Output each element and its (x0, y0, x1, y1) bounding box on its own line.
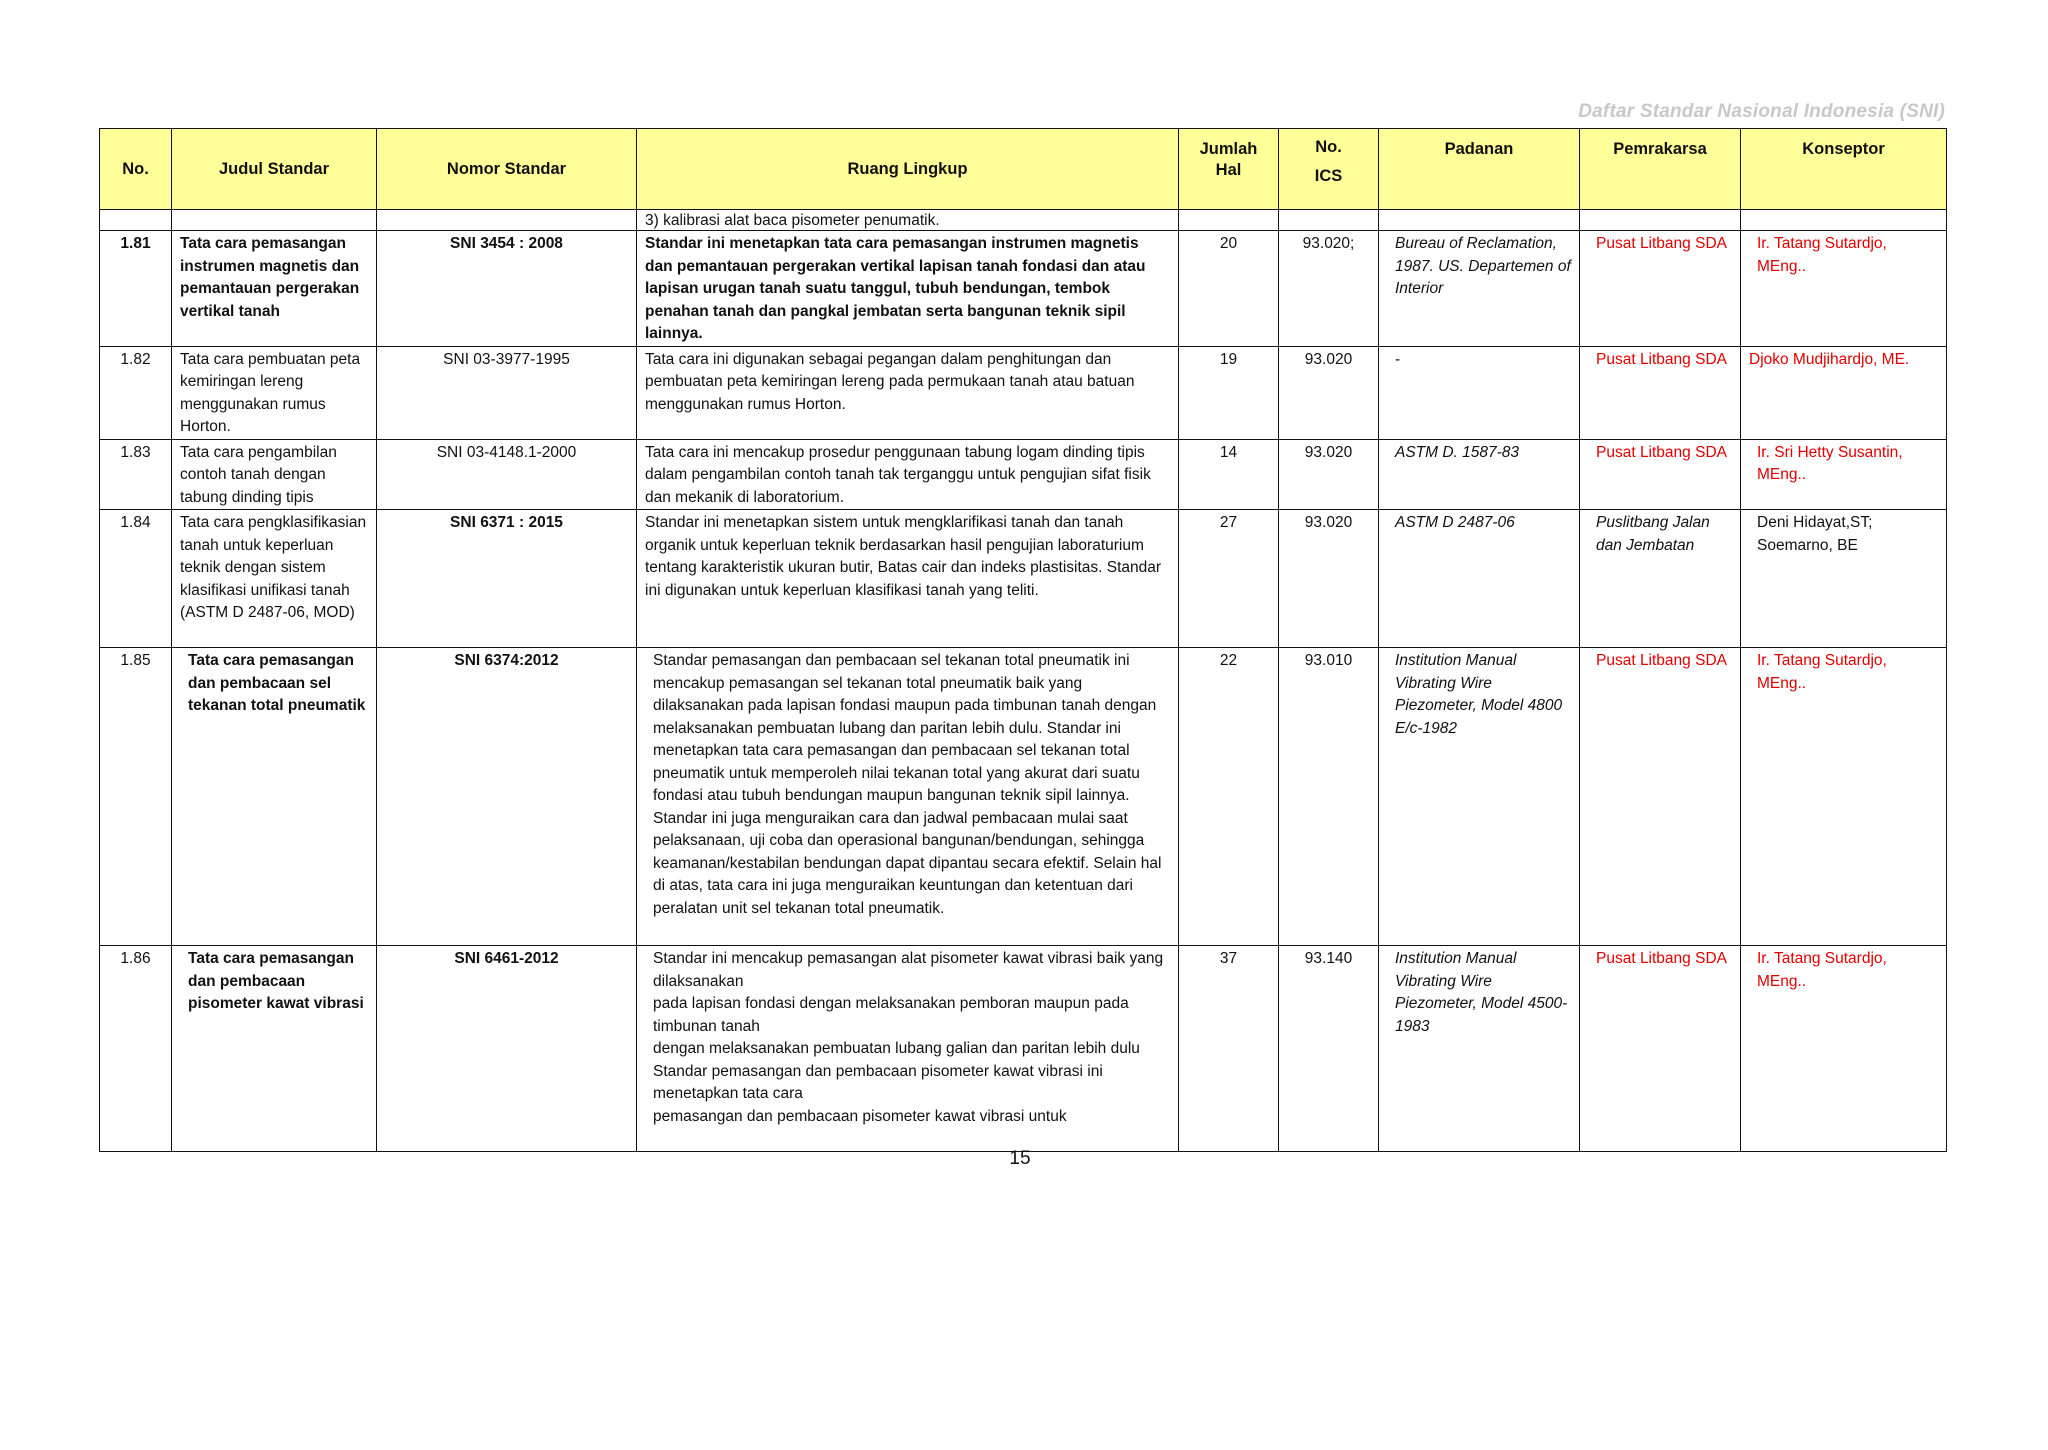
cell-nomor: SNI 6374:2012 (377, 648, 637, 946)
cell-judul: Tata cara pengklasifikasian tanah untuk keperluan teknik dengan sistem klasifikasi unifikasi tanah (ASTM D 2487-06, MOD) (172, 510, 377, 648)
cell-ics: 93.010 (1279, 648, 1379, 946)
cell-jumlah: 37 (1179, 946, 1279, 1152)
cell-ics: 93.020 (1279, 439, 1379, 510)
col-header-jumlah: Jumlah Hal (1179, 129, 1279, 210)
cell-padanan: Bureau of Reclamation, 1987. US. Departemen of Interior (1379, 231, 1580, 347)
cell-konseptor: Djoko Mudjihardjo, ME. (1741, 346, 1947, 439)
cell-pemrakarsa: Pusat Litbang SDA (1580, 946, 1741, 1152)
cell-nomor: SNI 3454 : 2008 (377, 231, 637, 347)
cell-pemrakarsa: Pusat Litbang SDA (1580, 648, 1741, 946)
col-header-nomor: Nomor Standar (377, 129, 637, 210)
cell-no: 1.86 (100, 946, 172, 1152)
cell-ics: 93.020 (1279, 346, 1379, 439)
col-header-konseptor: Konseptor (1741, 129, 1947, 210)
cell-judul: Tata cara pemasangan dan pembacaan sel tekanan total pneumatik (172, 648, 377, 946)
col-header-pemrakarsa: Pemrakarsa (1580, 129, 1741, 210)
cell-no: 1.82 (100, 346, 172, 439)
cell-konseptor: Ir. Sri Hetty Susantin, MEng.. (1741, 439, 1947, 510)
cell-judul: Tata cara pembuatan peta kemiringan lereng menggunakan rumus Horton. (172, 346, 377, 439)
col-header-no: No. (100, 129, 172, 210)
col-header-ics: No. ICS (1279, 129, 1379, 210)
cell-no: 1.83 (100, 439, 172, 510)
table-row (100, 510, 1947, 648)
cell-ruang: Standar ini menetapkan sistem untuk mengklarifikasi tanah dan tanah organik untuk keperluan teknik berdasarkan hasil pengujian laboraturium tentang karakteristik ukuran butir, Batas cair dan indeks plastisitas. Standar ini digunakan untuk keperluan klasifikasi tanah yang teliti. (637, 510, 1179, 648)
cell-jumlah: 27 (1179, 510, 1279, 648)
col-header-ruang: Ruang Lingkup (637, 129, 1179, 210)
table-header-row (100, 129, 1947, 210)
table-row (100, 648, 1947, 946)
cell-jumlah: 14 (1179, 439, 1279, 510)
cell-ruang: Standar pemasangan dan pembacaan sel tekanan total pneumatik ini mencakup pemasangan sel tekanan total pneumatik baik yang dilaksanakan pada lapisan fondasi maupun pada timbunan tanah dengan melaksanakan pembuatan lubang dan paritan lebih dulu. Standar ini menetapkan tata cara pemasangan dan pembacaan sel tekanan total pneumatik untuk memperoleh nilai tekanan total yang akurat dari suatu fondasi atau tubuh bendungan maupun bangunan teknik sipil lainnya. Standar ini juga menguraikan cara dan jadwal pembacaan mulai saat pelaksanaan, uji coba dan operasional bangunan/bendungan, sehingga keamanan/kestabilan bendungan dapat dipantau secara efektif. Selain hal di atas, tata cara ini juga menguraikan keuntungan dan ketentuan dari peralatan unit sel tekanan total pneumatik. (637, 648, 1179, 946)
cell-no: 1.85 (100, 648, 172, 946)
cell-pemrakarsa: Puslitbang Jalan dan Jembatan (1580, 510, 1741, 648)
sni-table (99, 128, 1947, 1152)
cell-judul: Tata cara pengambilan contoh tanah dengan tabung dinding tipis (172, 439, 377, 510)
cell-ruang-continuation: 3) kalibrasi alat baca pisometer penumatik. (637, 210, 1179, 231)
cell-no: 1.84 (100, 510, 172, 648)
cell-ruang: Tata cara ini mencakup prosedur penggunaan tabung logam dinding tipis dalam pengambilan contoh tanah tak terganggu untuk pengujian sifat fisik dan mekanik di laboratorium. (637, 439, 1179, 510)
cell-judul: Tata cara pemasangan dan pembacaan pisometer kawat vibrasi (172, 946, 377, 1152)
cell-konseptor: Ir. Tatang Sutardjo, MEng.. (1741, 231, 1947, 347)
col-header-padanan: Padanan (1379, 129, 1580, 210)
cell-padanan: ASTM D. 1587-83 (1379, 439, 1580, 510)
cell-pemrakarsa: Pusat Litbang SDA (1580, 346, 1741, 439)
cell-padanan: - (1379, 346, 1580, 439)
cell-nomor: SNI 03-4148.1-2000 (377, 439, 637, 510)
cell-padanan: Institution Manual Vibrating Wire Piezometer, Model 4500-1983 (1379, 946, 1580, 1152)
cell-jumlah: 20 (1179, 231, 1279, 347)
page-number: 15 (1009, 1148, 1031, 1169)
cell-konseptor: Deni Hidayat,ST; Soemarno, BE (1741, 510, 1947, 648)
document-header-title: Daftar Standar Nasional Indonesia (SNI) (1578, 101, 1945, 122)
cell-ics: 93.020 (1279, 510, 1379, 648)
cell-ruang: Standar ini mencakup pemasangan alat pisometer kawat vibrasi baik yang dilaksanakan pada lapisan fondasi dengan melaksanakan pemboran maupun pada timbunan tanah dengan melaksanakan pembuatan lubang galian dan paritan lebih dulu Standar pemasangan dan pembacaan pisometer kawat vibrasi ini menetapkan tata cara pemasangan dan pembacaan pisometer kawat vibrasi untuk (637, 946, 1179, 1152)
cell-padanan: Institution Manual Vibrating Wire Piezometer, Model 4800 E/c-1982 (1379, 648, 1580, 946)
col-header-judul: Judul Standar (172, 129, 377, 210)
table-row (100, 946, 1947, 1152)
cell-jumlah: 22 (1179, 648, 1279, 946)
cell-pemrakarsa: Pusat Litbang SDA (1580, 231, 1741, 347)
cell-judul: Tata cara pemasangan instrumen magnetis dan pemantauan pergerakan vertikal tanah (172, 231, 377, 347)
cell-ruang: Tata cara ini digunakan sebagai pegangan dalam penghitungan dan pembuatan peta kemiringan lereng pada permukaan tanah atau batuan menggunakan rumus Horton. (637, 346, 1179, 439)
cell-nomor: SNI 03-3977-1995 (377, 346, 637, 439)
cell-nomor: SNI 6371 : 2015 (377, 510, 637, 648)
table-row (100, 439, 1947, 510)
cell-nomor: SNI 6461-2012 (377, 946, 637, 1152)
cell-padanan: ASTM D 2487-06 (1379, 510, 1580, 648)
cell-ics: 93.140 (1279, 946, 1379, 1152)
cell-no: 1.81 (100, 231, 172, 347)
cell-konseptor: Ir. Tatang Sutardjo, MEng.. (1741, 946, 1947, 1152)
table-row-continuation (100, 210, 1947, 231)
cell-konseptor: Ir. Tatang Sutardjo, MEng.. (1741, 648, 1947, 946)
cell-ics: 93.020; (1279, 231, 1379, 347)
table-row (100, 346, 1947, 439)
cell-pemrakarsa: Pusat Litbang SDA (1580, 439, 1741, 510)
table-row (100, 231, 1947, 347)
cell-ruang: Standar ini menetapkan tata cara pemasangan instrumen magnetis dan pemantauan pergerakan vertikal lapisan tanah fondasi dan atau lapisan urugan tanah suatu tanggul, tubuh bendungan, tembok penahan tanah dan pangkal jembatan serta bangunan teknik sipil lainnya. (637, 231, 1179, 347)
cell-jumlah: 19 (1179, 346, 1279, 439)
